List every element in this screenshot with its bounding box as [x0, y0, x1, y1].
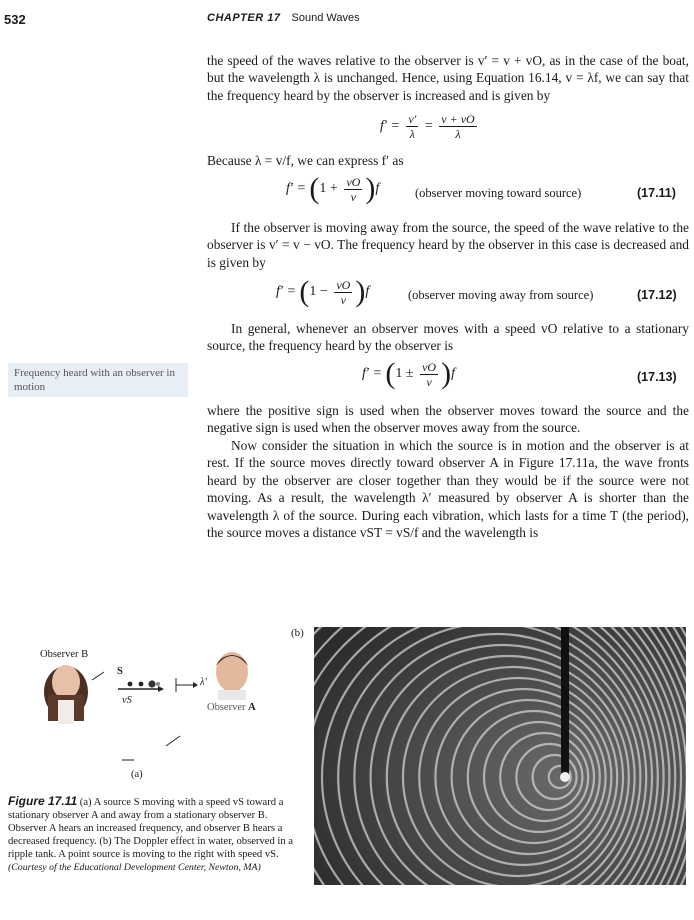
- equation-17-13: f′ = (1 ± $\frac{vO}{v}$ )f: [362, 357, 455, 390]
- observer-b-label: Observer B: [40, 649, 89, 660]
- eq-17-12-label: (observer moving away from source): [408, 288, 594, 302]
- equation-17-11: f′ = (1 + $\frac{vO}{v}$ )f: [286, 172, 380, 205]
- eq-17-12-number: (17.12): [637, 288, 677, 302]
- stray-mark: [166, 736, 180, 746]
- panel-b-label: (b): [291, 627, 304, 639]
- chapter-label: CHAPTER 17: [207, 12, 281, 24]
- eq-17-13-number: (17.13): [637, 370, 677, 384]
- source-label: S: [117, 666, 123, 677]
- eq-17-11-number: (17.11): [637, 186, 676, 200]
- equation-f-prime-basic: f′ = $\frac{v'}{\lambda}$ = $\frac{v + vO}{\lambda}$: [380, 112, 475, 141]
- equation-17-12: f′ = (1 − $\frac{vO}{v}$ )f: [276, 275, 370, 308]
- paragraph-1: the speed of the waves relative to the observer is v′ = v + vO, as in the case of the boat, but the wavelength λ is unchanged. Hence, using Equation 16.14, v = λf, we can say that the frequency heard by the observer is increased and is given by: [207, 53, 689, 103]
- observer-a-portrait: [216, 652, 248, 700]
- source-diagram: [118, 678, 198, 692]
- figure-a-illustration: [0, 600, 300, 790]
- lambda-label: λ′: [200, 677, 207, 688]
- caption-title: Figure 17.11: [8, 794, 78, 808]
- velocity-label: vS: [122, 695, 132, 706]
- ripple-tank-photo: [314, 627, 686, 885]
- stray-mark: [92, 672, 104, 680]
- paragraph-3: If the observer is moving away from the source, the speed of the wave relative to the observer is v′ = v − vO. The frequency heard by the observer in this case is decreased and is given by: [207, 220, 689, 270]
- observer-a-label: Observer A: [207, 702, 256, 713]
- paragraph-2: Because λ = v/f, we can express f′ as: [207, 153, 404, 168]
- paragraph-5: where the positive sign is used when the observer moves toward the source and the negative sign is used when the observer moves away from the source.: [207, 403, 689, 436]
- eq-17-11-label: (observer moving toward source): [415, 186, 582, 200]
- chapter-title: Sound Waves: [291, 12, 360, 24]
- caption-credit: (Courtesy of the Educational Development Center, Newton, MA): [8, 862, 261, 873]
- caption-text: (a) A source S moving with a speed vS toward a stationary observer A and away from a stationary observer B. Observer A hears an increased frequency, and observer B hears a decreased frequency. (b) The Doppler effect in water, observed in a ripple tank. A point source is moving to the right with speed vS.: [8, 797, 293, 860]
- paragraph-6: Now consider the situation in which the source is in motion and the observer is at rest. If the source moves directly toward observer A in Figure 17.11a, the wave fronts heard by the observer are closer together than they would be if the source were not moving. As a result, the wavelength λ′ measured by observer A is shorter than the wavelength λ of the source. During each vibration, which lasts for a time T (the period), the source moves a distance vST = vS/f and the wavelength is: [207, 438, 689, 541]
- running-header: [207, 12, 360, 24]
- observer-b-portrait: [44, 665, 88, 724]
- page-number: 532: [4, 12, 26, 27]
- panel-a-label: (a): [131, 769, 143, 780]
- figure-caption: [8, 795, 298, 874]
- margin-note: Frequency heard with an observer in motion: [8, 363, 188, 397]
- paragraph-4: In general, whenever an observer moves with a speed vO relative to a stationary source, the frequency heard by the observer is: [207, 321, 689, 354]
